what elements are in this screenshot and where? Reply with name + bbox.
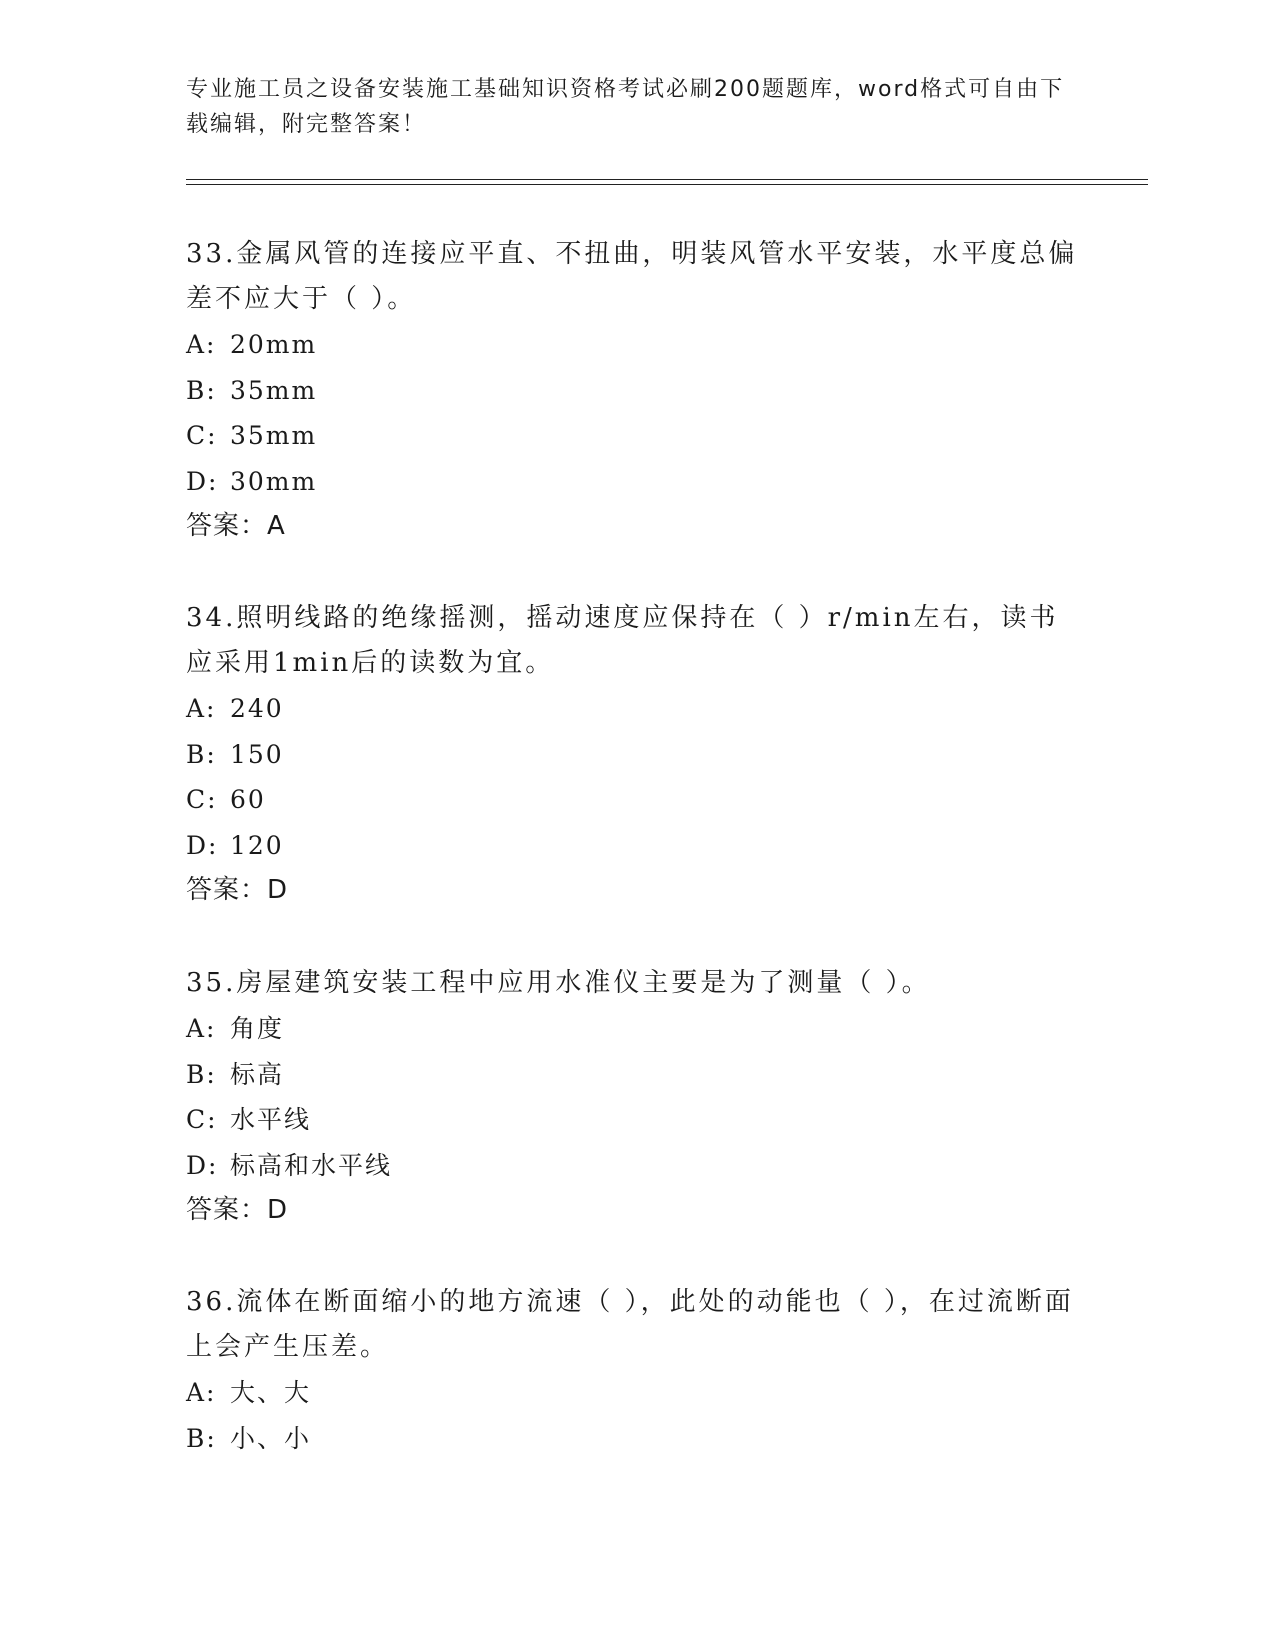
- question-stem: 34.照明线路的绝缘摇测，摇动速度应保持在（ ）r/min左右，读书应采用1min后的读数为宜。: [186, 603, 1059, 678]
- option-label: B:: [186, 375, 217, 405]
- option-text: 20mm: [230, 330, 318, 359]
- option-d: [186, 823, 1086, 869]
- option-text: 大、大: [230, 1378, 312, 1407]
- option-label: B:: [186, 1423, 217, 1453]
- option-text: 35mm: [230, 375, 318, 405]
- option-b: [186, 368, 1086, 414]
- option-label: D:: [186, 830, 219, 860]
- answer-line: 答案：A: [186, 511, 286, 541]
- question-36: [186, 1280, 1086, 1461]
- option-text: 角度: [230, 1014, 285, 1043]
- option-label: C:: [186, 421, 218, 450]
- answer-line: 答案：D: [186, 875, 289, 905]
- question-35: [186, 961, 1086, 1233]
- option-text: 标高和水平线: [230, 1150, 393, 1180]
- question-stem: 33.金属风管的连接应平直、不扭曲，明装风管水平安装，水平度总偏差不应大于（ ）。: [186, 239, 1078, 314]
- option-label: A:: [186, 1378, 217, 1407]
- document-header: 专业施工员之设备安装施工基础知识资格考试必刷200题题库，word格式可自由下载编辑，附完整答案！: [186, 77, 1065, 137]
- header-divider-top: [186, 179, 1148, 180]
- option-a: [186, 322, 1086, 368]
- option-a: [186, 686, 1086, 732]
- option-c: [186, 1097, 1086, 1143]
- option-label: D:: [186, 1150, 219, 1180]
- option-text: 35mm: [230, 421, 318, 450]
- option-a: [186, 1006, 1086, 1052]
- option-label: B:: [186, 739, 217, 769]
- question-stem: 35.房屋建筑安装工程中应用水准仪主要是为了测量（ ）。: [186, 968, 931, 998]
- option-b: [186, 732, 1086, 778]
- option-text: 水平线: [230, 1105, 312, 1134]
- option-c: [186, 777, 1086, 823]
- option-label: A:: [186, 1014, 217, 1043]
- option-text: 标高: [230, 1059, 285, 1089]
- question-stem: 36.流体在断面缩小的地方流速（ ），此处的动能也（ ），在过流断面上会产生压差。: [186, 1287, 1074, 1362]
- option-a: [186, 1370, 1086, 1416]
- option-d: [186, 1143, 1086, 1189]
- question-33: [186, 232, 1086, 549]
- option-b: [186, 1052, 1086, 1098]
- option-label: C:: [186, 1105, 218, 1134]
- header-divider-bottom: [186, 184, 1148, 185]
- option-label: B:: [186, 1059, 217, 1089]
- option-label: A:: [186, 694, 217, 723]
- option-text: 30mm: [230, 466, 318, 496]
- question-34: [186, 596, 1086, 913]
- option-text: 小、小: [230, 1423, 312, 1453]
- option-label: D:: [186, 466, 219, 496]
- option-label: C:: [186, 785, 218, 814]
- answer-line: 答案：D: [186, 1195, 289, 1225]
- option-label: A:: [186, 330, 217, 359]
- option-d: [186, 459, 1086, 505]
- option-text: 60: [230, 785, 266, 814]
- option-text: 120: [230, 830, 284, 860]
- option-b: [186, 1416, 1086, 1462]
- option-text: 150: [230, 739, 284, 769]
- option-text: 240: [230, 694, 284, 723]
- option-c: [186, 413, 1086, 459]
